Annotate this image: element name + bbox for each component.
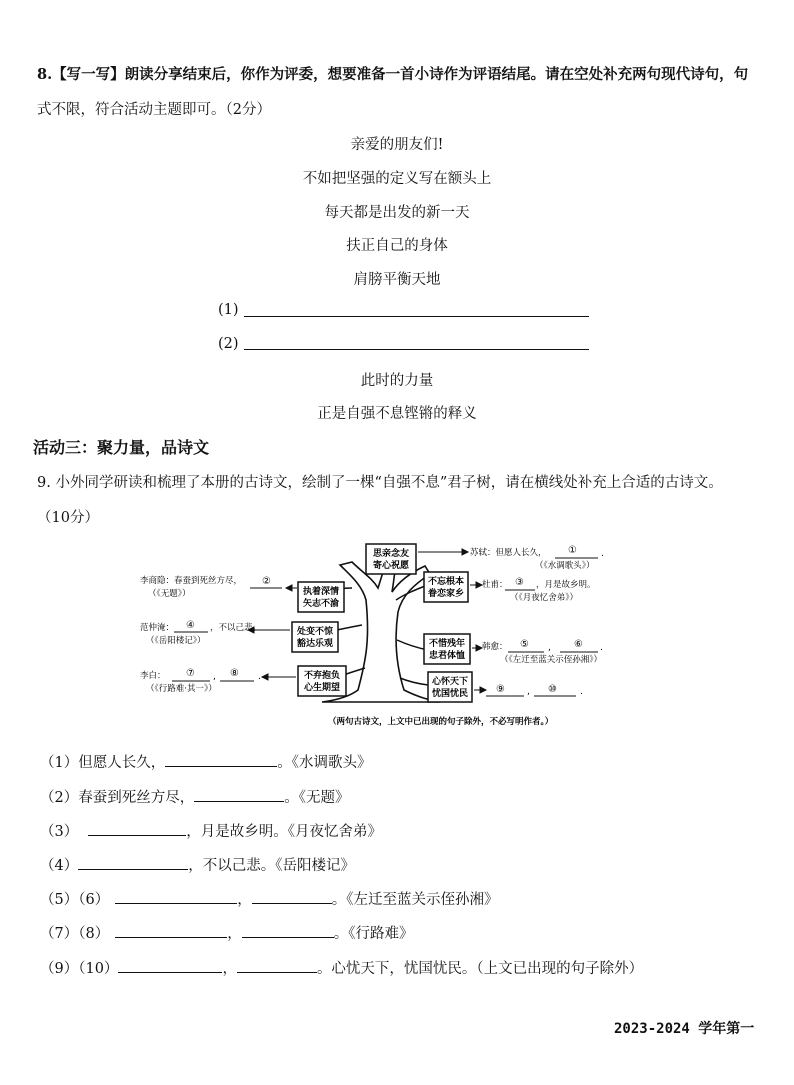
box-right3-line1: 心怀天下 <box>431 677 469 687</box>
blank-2-label: (2) <box>218 336 239 352</box>
svg-text:,: , <box>213 672 216 682</box>
poem-end-1: 此时的力量 <box>360 373 434 389</box>
answer-9-blank[interactable] <box>118 958 222 973</box>
label-num-6: ⑥ <box>574 639 583 650</box>
svg-text:.: . <box>258 672 261 682</box>
label-num-8: ⑧ <box>230 668 239 679</box>
footer-school-year: 2023-2024 学年第一 <box>614 1021 755 1037</box>
box-left1-line2: 矢志不渝 <box>302 599 340 609</box>
answer-9-10-suffix: 。心忧天下，忧国忧民。（上文已出现的句子除外） <box>316 961 644 977</box>
svg-text:.: . <box>600 643 603 653</box>
answer-7-8-mid: ， <box>227 926 242 942</box>
label-hanyu-src: （《左迁至蓝关示侄孙湘》） <box>500 655 603 665</box>
label-num-10: ⑩ <box>548 684 557 695</box>
answer-7-8-suffix: 。《行路难》 <box>333 926 414 942</box>
label-num-3: ③ <box>515 577 524 588</box>
label-lishangyin: 李商隐：春蚕到死丝方尽， <box>140 576 243 586</box>
box-right1-line2: 眷恋家乡 <box>427 589 465 599</box>
poem-line-4: 扶正自己的身体 <box>346 238 448 254</box>
box-right1 <box>424 572 468 602</box>
svg-text:,: , <box>527 687 530 697</box>
poem-line-1: 亲爱的朋友们! <box>350 137 444 153</box>
answer-3 <box>40 820 382 841</box>
label-dufu-src: （《月夜忆舍弟》） <box>510 593 579 603</box>
poem-line-5: 肩膀平衡天地 <box>353 272 441 288</box>
answer-5-6 <box>40 888 498 909</box>
answer-2-prefix: （2）春蚕到死丝方尽， <box>40 790 195 806</box>
answer-1-blank[interactable] <box>165 752 277 767</box>
label-lishangyin-src: （《无题》） <box>148 589 191 599</box>
label-dufu: 杜甫： <box>482 580 508 590</box>
blank-1-line[interactable] <box>244 316 589 317</box>
answer-9-10-prefix: （9）（10） <box>40 961 119 977</box>
q8-line1: 8.【写一写】朗读分享结束后，你作为评委，想要准备一首小诗作为评语结尾。请在空处补充两句现代诗句，句 <box>37 66 749 83</box>
poem-end-2: 正是自强不息铿锵的释义 <box>317 406 477 422</box>
answer-4-suffix: ，不以己悲。《岳阳楼记》 <box>188 858 355 874</box>
label-libai: 李白： <box>140 671 166 681</box>
label-num-2: ② <box>262 576 271 587</box>
tree-branch <box>400 678 428 685</box>
box-top <box>366 544 416 574</box>
svg-text:.: . <box>580 687 583 697</box>
box-right3 <box>428 672 472 702</box>
poem-line-3: 每天都是出发的新一天 <box>324 205 470 221</box>
label-num-5: ⑤ <box>520 639 529 650</box>
box-left1 <box>298 582 344 612</box>
box-top-line2: 寄心祝愿 <box>372 561 410 571</box>
box-right1-line1: 不忘根本 <box>427 577 465 587</box>
answer-9-10 <box>40 957 643 978</box>
svg-text:.: . <box>601 549 604 559</box>
answer-4-prefix: （4） <box>40 858 79 874</box>
q9-line2: （10分） <box>37 510 99 526</box>
answer-5-blank[interactable] <box>115 889 237 904</box>
answer-9-10-mid: ， <box>222 961 237 977</box>
label-fanzhongyan: 范仲淹： <box>140 623 175 633</box>
answer-1 <box>40 751 371 772</box>
answer-3-suffix: ，月是故乡明。《月夜忆舍弟》 <box>186 824 382 840</box>
answer-1-suffix: 。《水调歌头》 <box>277 755 372 771</box>
q8-line2: 式不限，符合活动主题即可。（2分） <box>37 102 271 118</box>
answer-5-6-suffix: 。《左迁至蓝关示侄孙湘》 <box>331 892 499 908</box>
answer-5-6-prefix: （5）（6） <box>40 892 110 908</box>
label-num-1: ① <box>568 545 577 556</box>
box-left3-line1: 不弃抱负 <box>303 671 341 681</box>
box-left2 <box>292 622 338 652</box>
answer-7-blank[interactable] <box>115 923 227 938</box>
answer-6-blank[interactable] <box>252 889 332 904</box>
label-hanyu: 韩愈： <box>482 642 508 652</box>
box-left2-line1: 处变不惊 <box>296 627 334 637</box>
box-top-line1: 思亲念友 <box>372 549 410 559</box>
box-right2 <box>424 634 470 664</box>
tree-diagram <box>0 530 794 740</box>
answer-10-blank[interactable] <box>237 958 317 973</box>
box-right2-line2: 忠君体恤 <box>428 651 466 661</box>
blank-1-label: (1) <box>218 302 239 318</box>
box-right3-line2: 忧国忧民 <box>431 689 469 699</box>
answer-3-prefix: （3） <box>40 824 79 840</box>
label-sushi-src: （《水调歌头》） <box>535 561 595 571</box>
answer-4 <box>40 854 355 875</box>
answer-5-6-mid: ， <box>237 892 252 908</box>
box-right2-line1: 不惜残年 <box>428 639 466 649</box>
box-left3-line2: 心生期望 <box>303 683 341 693</box>
answer-7-8-prefix: （7）（8） <box>40 926 110 942</box>
answer-4-blank[interactable] <box>78 855 188 870</box>
label-libai-src: （《行路难·其一》） <box>146 684 217 694</box>
label-fanzhongyan-src: （《岳阳楼记》） <box>146 636 206 646</box>
box-left3 <box>298 666 346 696</box>
label-fanzhongyan-rest: ，不以己悲。 <box>210 623 262 633</box>
svg-text:,: , <box>548 643 551 653</box>
answer-8-blank[interactable] <box>242 923 334 938</box>
activity3-heading: 活动三：聚力量，品诗文 <box>33 438 210 457</box>
label-num-7: ⑦ <box>186 668 195 679</box>
box-left1-line1: 执着深情 <box>302 587 340 597</box>
box-left2-line2: 豁达乐观 <box>296 639 334 649</box>
answer-2 <box>40 786 349 807</box>
label-dufu-rest: ，月是故乡明。 <box>536 580 596 590</box>
tree-note: （两句古诗文，上文中已出现的句子除外，不必写明作者。） <box>328 717 554 727</box>
poem-line-2: 不如把坚强的定义写在额头上 <box>302 171 492 187</box>
answer-2-suffix: 。《无题》 <box>284 790 350 806</box>
label-sushi: 苏轼：但愿人长久， <box>470 548 547 558</box>
q9-line1: 9. 小外同学研读和梳理了本册的古诗文，绘制了一棵“自强不息”君子树，请在横线处补充上合适的古诗文。 <box>37 475 723 491</box>
blank-2-line[interactable] <box>244 349 589 350</box>
answer-7-8 <box>40 922 413 943</box>
answer-3-blank[interactable] <box>88 821 186 836</box>
answer-1-prefix: （1）但愿人长久， <box>40 755 166 771</box>
label-num-4: ④ <box>186 620 195 631</box>
label-num-9: ⑨ <box>496 684 505 695</box>
answer-2-blank[interactable] <box>194 787 284 802</box>
